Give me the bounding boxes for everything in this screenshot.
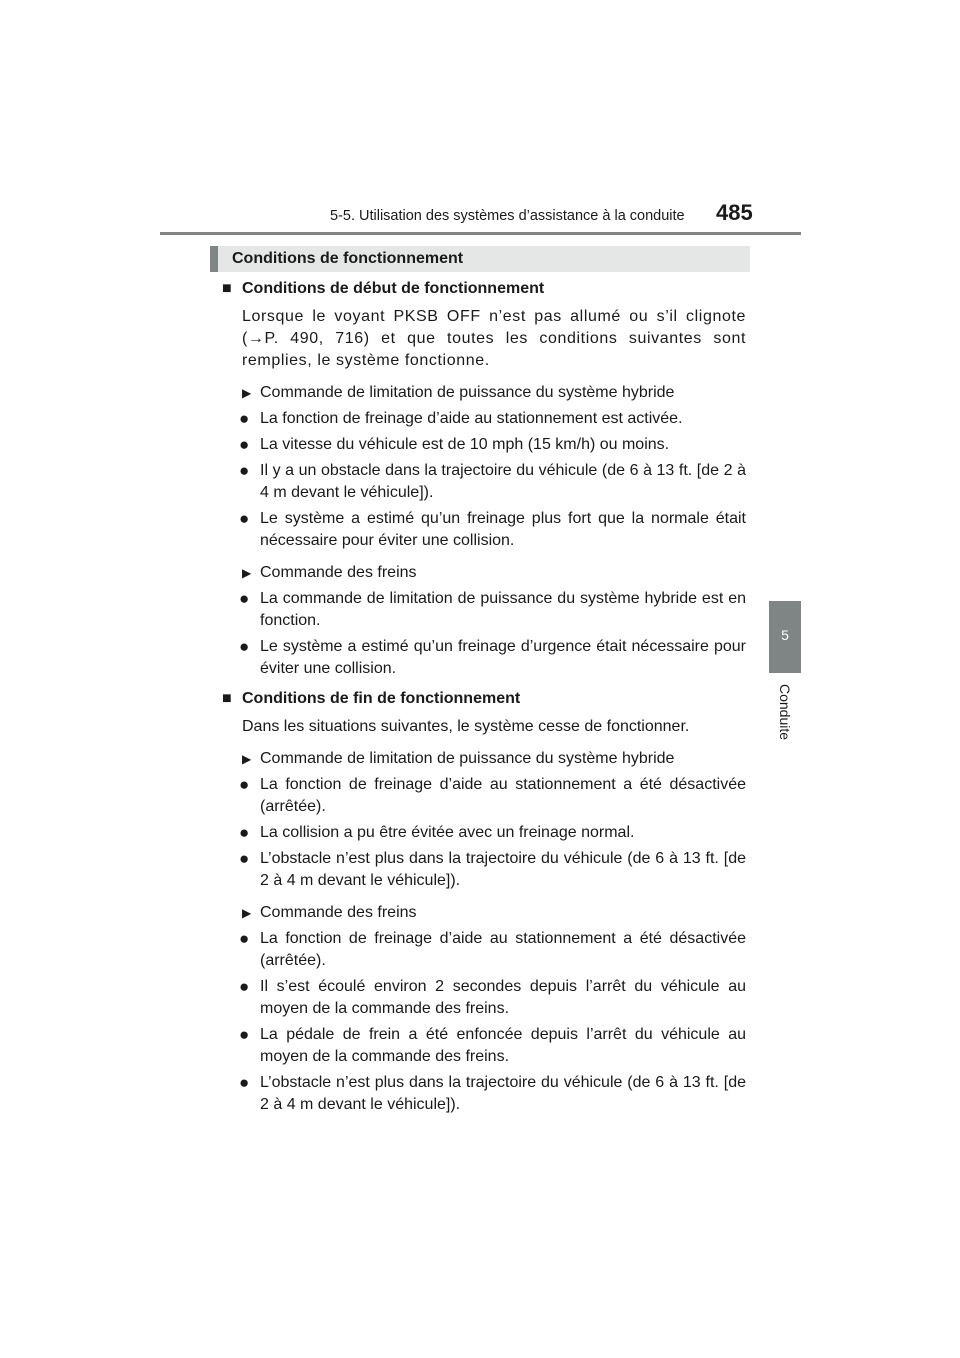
list-item-text: La commande de limitation de puissance du système hybride est en fonction.: [260, 590, 746, 629]
header-rule: [160, 232, 801, 235]
list-item-text: Le système a estimé qu’un freinage plus fort que la normale était nécessaire pour éviter une collision.: [260, 510, 746, 549]
list-item: [222, 636, 746, 680]
list-item-text: L’obstacle n’est plus dans la trajectoire du véhicule (de 6 à 13 ft. [de 2 à 4 m devant le véhicule]).: [260, 1074, 746, 1113]
bullet-icon: ●: [239, 929, 250, 948]
intro-paragraph: Dans les situations suivantes, le système cesse de fonctionner.: [242, 718, 690, 735]
subheading-text: Conditions de début de fonctionnement: [242, 280, 545, 297]
group-title: [222, 902, 746, 924]
group-title: [222, 562, 746, 584]
section-title: Conditions de fonctionnement: [232, 250, 464, 267]
list-item-text: La fonction de freinage d’aide au stationnement est activée.: [260, 410, 683, 427]
page-number: 485: [716, 200, 753, 225]
bullet-icon: ●: [239, 509, 250, 528]
list-item-text: La collision a pu être évitée avec un freinage normal.: [260, 824, 635, 841]
bullet-icon: ●: [239, 435, 250, 454]
group-title-text: Commande de limitation de puissance du système hybride: [260, 750, 675, 767]
subheading-start: [222, 278, 746, 300]
chapter-title: 5-5. Utilisation des systèmes d’assistance à la conduite: [330, 208, 685, 224]
list-item-text: La fonction de freinage d’aide au stationnement a été désactivée (arrêtée).: [260, 930, 746, 969]
list-item-text: L’obstacle n’est plus dans la trajectoire du véhicule (de 6 à 13 ft. [de 2 à 4 m devant le véhicule]).: [260, 850, 746, 889]
bullet-icon: ●: [239, 775, 250, 794]
list-item-text: Le système a estimé qu’un freinage d’urgence était nécessaire pour éviter une collision.: [260, 638, 746, 677]
list-item: [222, 408, 746, 430]
chapter-tab-number: 5: [781, 627, 789, 643]
bullet-icon: ●: [239, 977, 250, 996]
list-item: [222, 928, 746, 972]
list-item: [222, 774, 746, 818]
group-title-text: Commande des freins: [260, 904, 417, 921]
list-item: [222, 434, 746, 456]
list-item-text: Il s’est écoulé environ 2 secondes depuis l’arrêt du véhicule au moyen de la commande des freins.: [260, 978, 746, 1017]
list-item-text: Il y a un obstacle dans la trajectoire du véhicule (de 6 à 13 ft. [de 2 à 4 m devant le véhicule]).: [260, 462, 746, 501]
subheading-end: [222, 688, 746, 710]
list-item: [222, 976, 746, 1020]
group-title: [222, 748, 746, 770]
triangle-right-icon: ▶: [242, 386, 252, 400]
square-bullet-icon: ■: [222, 280, 232, 297]
triangle-right-icon: ▶: [242, 566, 252, 580]
list-item: [222, 508, 746, 552]
bullet-icon: ●: [239, 589, 250, 608]
list-item: [222, 460, 746, 504]
triangle-right-icon: ▶: [242, 752, 252, 766]
bullet-icon: ●: [239, 823, 250, 842]
list-item-text: La fonction de freinage d’aide au stationnement a été désactivée (arrêtée).: [260, 776, 746, 815]
subheading-text: Conditions de fin de fonctionnement: [242, 690, 521, 707]
bullet-icon: ●: [239, 1073, 250, 1092]
list-item: [222, 1024, 746, 1068]
section-header: [210, 246, 750, 272]
bullet-icon: ●: [239, 849, 250, 868]
list-item: [222, 822, 746, 844]
square-bullet-icon: ■: [222, 690, 232, 707]
intro-paragraph: Lorsque le voyant PKSB OFF n’est pas allumé ou s’il clignote (→P. 490, 716) et que toutes les conditions suivantes sont remplies, le système fonctionne.: [242, 308, 746, 369]
list-item-text: La pédale de frein a été enfoncée depuis l’arrêt du véhicule au moyen de la commande des freins.: [260, 1026, 746, 1065]
bullet-icon: ●: [239, 409, 250, 428]
bullet-icon: ●: [239, 1025, 250, 1044]
section-content: [222, 278, 746, 1116]
chapter-tab-label: Conduite: [777, 683, 793, 741]
group-title: [222, 382, 746, 404]
list-item-text: La vitesse du véhicule est de 10 mph (15 km/h) ou moins.: [260, 436, 670, 453]
list-item: [222, 1072, 746, 1116]
bullet-icon: ●: [239, 461, 250, 480]
group-title-text: Commande des freins: [260, 564, 417, 581]
list-item: [222, 588, 746, 632]
bullet-icon: ●: [239, 637, 250, 656]
triangle-right-icon: ▶: [242, 906, 252, 920]
list-item: [222, 848, 746, 892]
group-title-text: Commande de limitation de puissance du système hybride: [260, 384, 675, 401]
